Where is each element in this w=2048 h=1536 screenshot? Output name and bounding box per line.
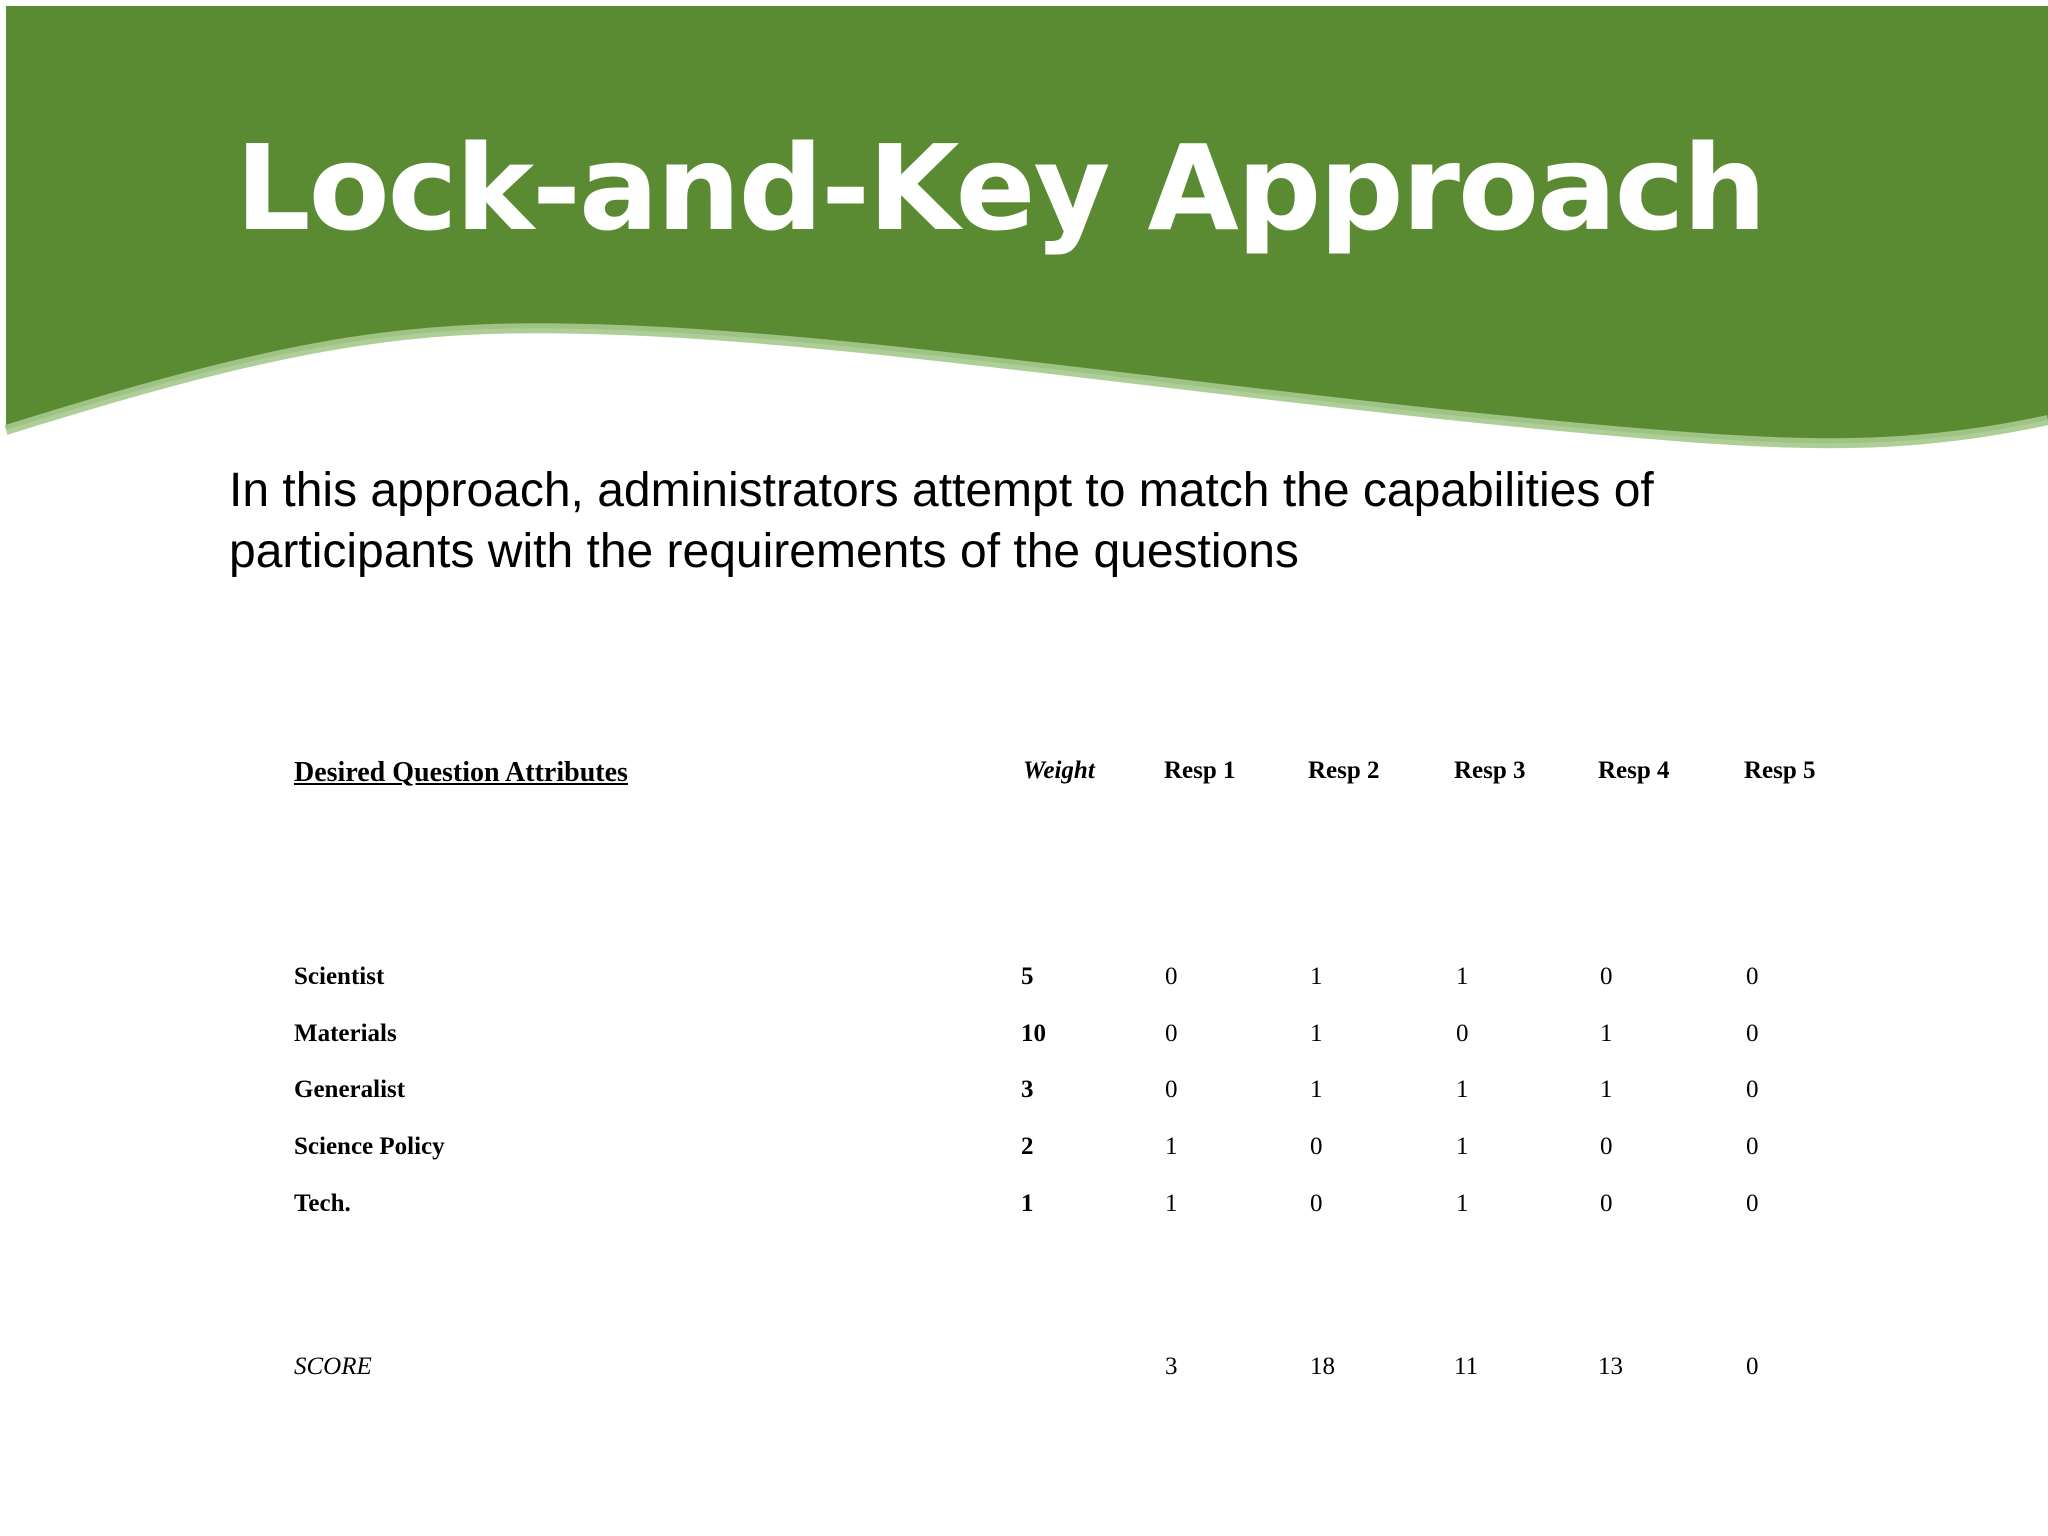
table-cell: 1 [1600,1076,1613,1103]
table-header-resp-5: Resp 5 [1744,757,1816,784]
row-label-generalist: Generalist [294,1076,406,1103]
row-weight-scientist: 5 [1021,963,1034,990]
table-header-resp-1: Resp 1 [1164,757,1236,784]
row-label-scientist: Scientist [294,963,385,990]
table-cell: 0 [1456,1020,1469,1047]
score-resp-5: 0 [1746,1353,1759,1380]
table-cell: 0 [1310,1133,1323,1160]
table-cell: 0 [1310,1190,1323,1217]
table-cell: 1 [1165,1133,1178,1160]
table-cell: 0 [1746,1076,1759,1103]
table-cell: 1 [1456,963,1469,990]
table-cell: 0 [1746,1133,1759,1160]
table-header-resp-3: Resp 3 [1454,757,1526,784]
table-header-weight: Weight [1023,757,1095,784]
row-weight-generalist: 3 [1021,1076,1034,1103]
table-cell: 0 [1600,963,1613,990]
score-label: SCORE [294,1353,372,1380]
score-resp-4: 13 [1598,1353,1623,1380]
table-header-attributes: Desired Question Attributes [294,757,628,788]
score-resp-3: 11 [1454,1353,1479,1380]
table-cell: 0 [1746,963,1759,990]
table-cell: 1 [1165,1190,1178,1217]
score-resp-2: 18 [1310,1353,1335,1380]
table-header-resp-4: Resp 4 [1598,757,1670,784]
table-cell: 0 [1746,1020,1759,1047]
table-cell: 1 [1600,1020,1613,1047]
row-weight-tech: 1 [1021,1190,1034,1217]
row-label-tech: Tech. [294,1190,351,1217]
row-label-materials: Materials [294,1020,397,1047]
table-cell: 0 [1165,963,1178,990]
row-weight-science-policy: 2 [1021,1133,1034,1160]
table-cell: 1 [1310,1076,1323,1103]
table-cell: 1 [1456,1133,1469,1160]
row-label-science-policy: Science Policy [294,1133,445,1160]
slide-title: Lock-and-Key Approach [235,119,1765,257]
table-cell: 1 [1456,1076,1469,1103]
table-cell: 0 [1600,1133,1613,1160]
table-cell: 1 [1310,963,1323,990]
table-cell: 0 [1746,1190,1759,1217]
table-cell: 0 [1600,1190,1613,1217]
table-header-resp-2: Resp 2 [1308,757,1380,784]
intro-paragraph: In this approach, administrators attempt to match the capabilities of participants with the requirements of the questions [229,464,1654,578]
table-cell: 1 [1456,1190,1469,1217]
score-resp-1: 3 [1165,1353,1178,1380]
table-cell: 1 [1310,1020,1323,1047]
table-cell: 0 [1165,1020,1178,1047]
table-cell: 0 [1165,1076,1178,1103]
row-weight-materials: 10 [1021,1020,1046,1047]
